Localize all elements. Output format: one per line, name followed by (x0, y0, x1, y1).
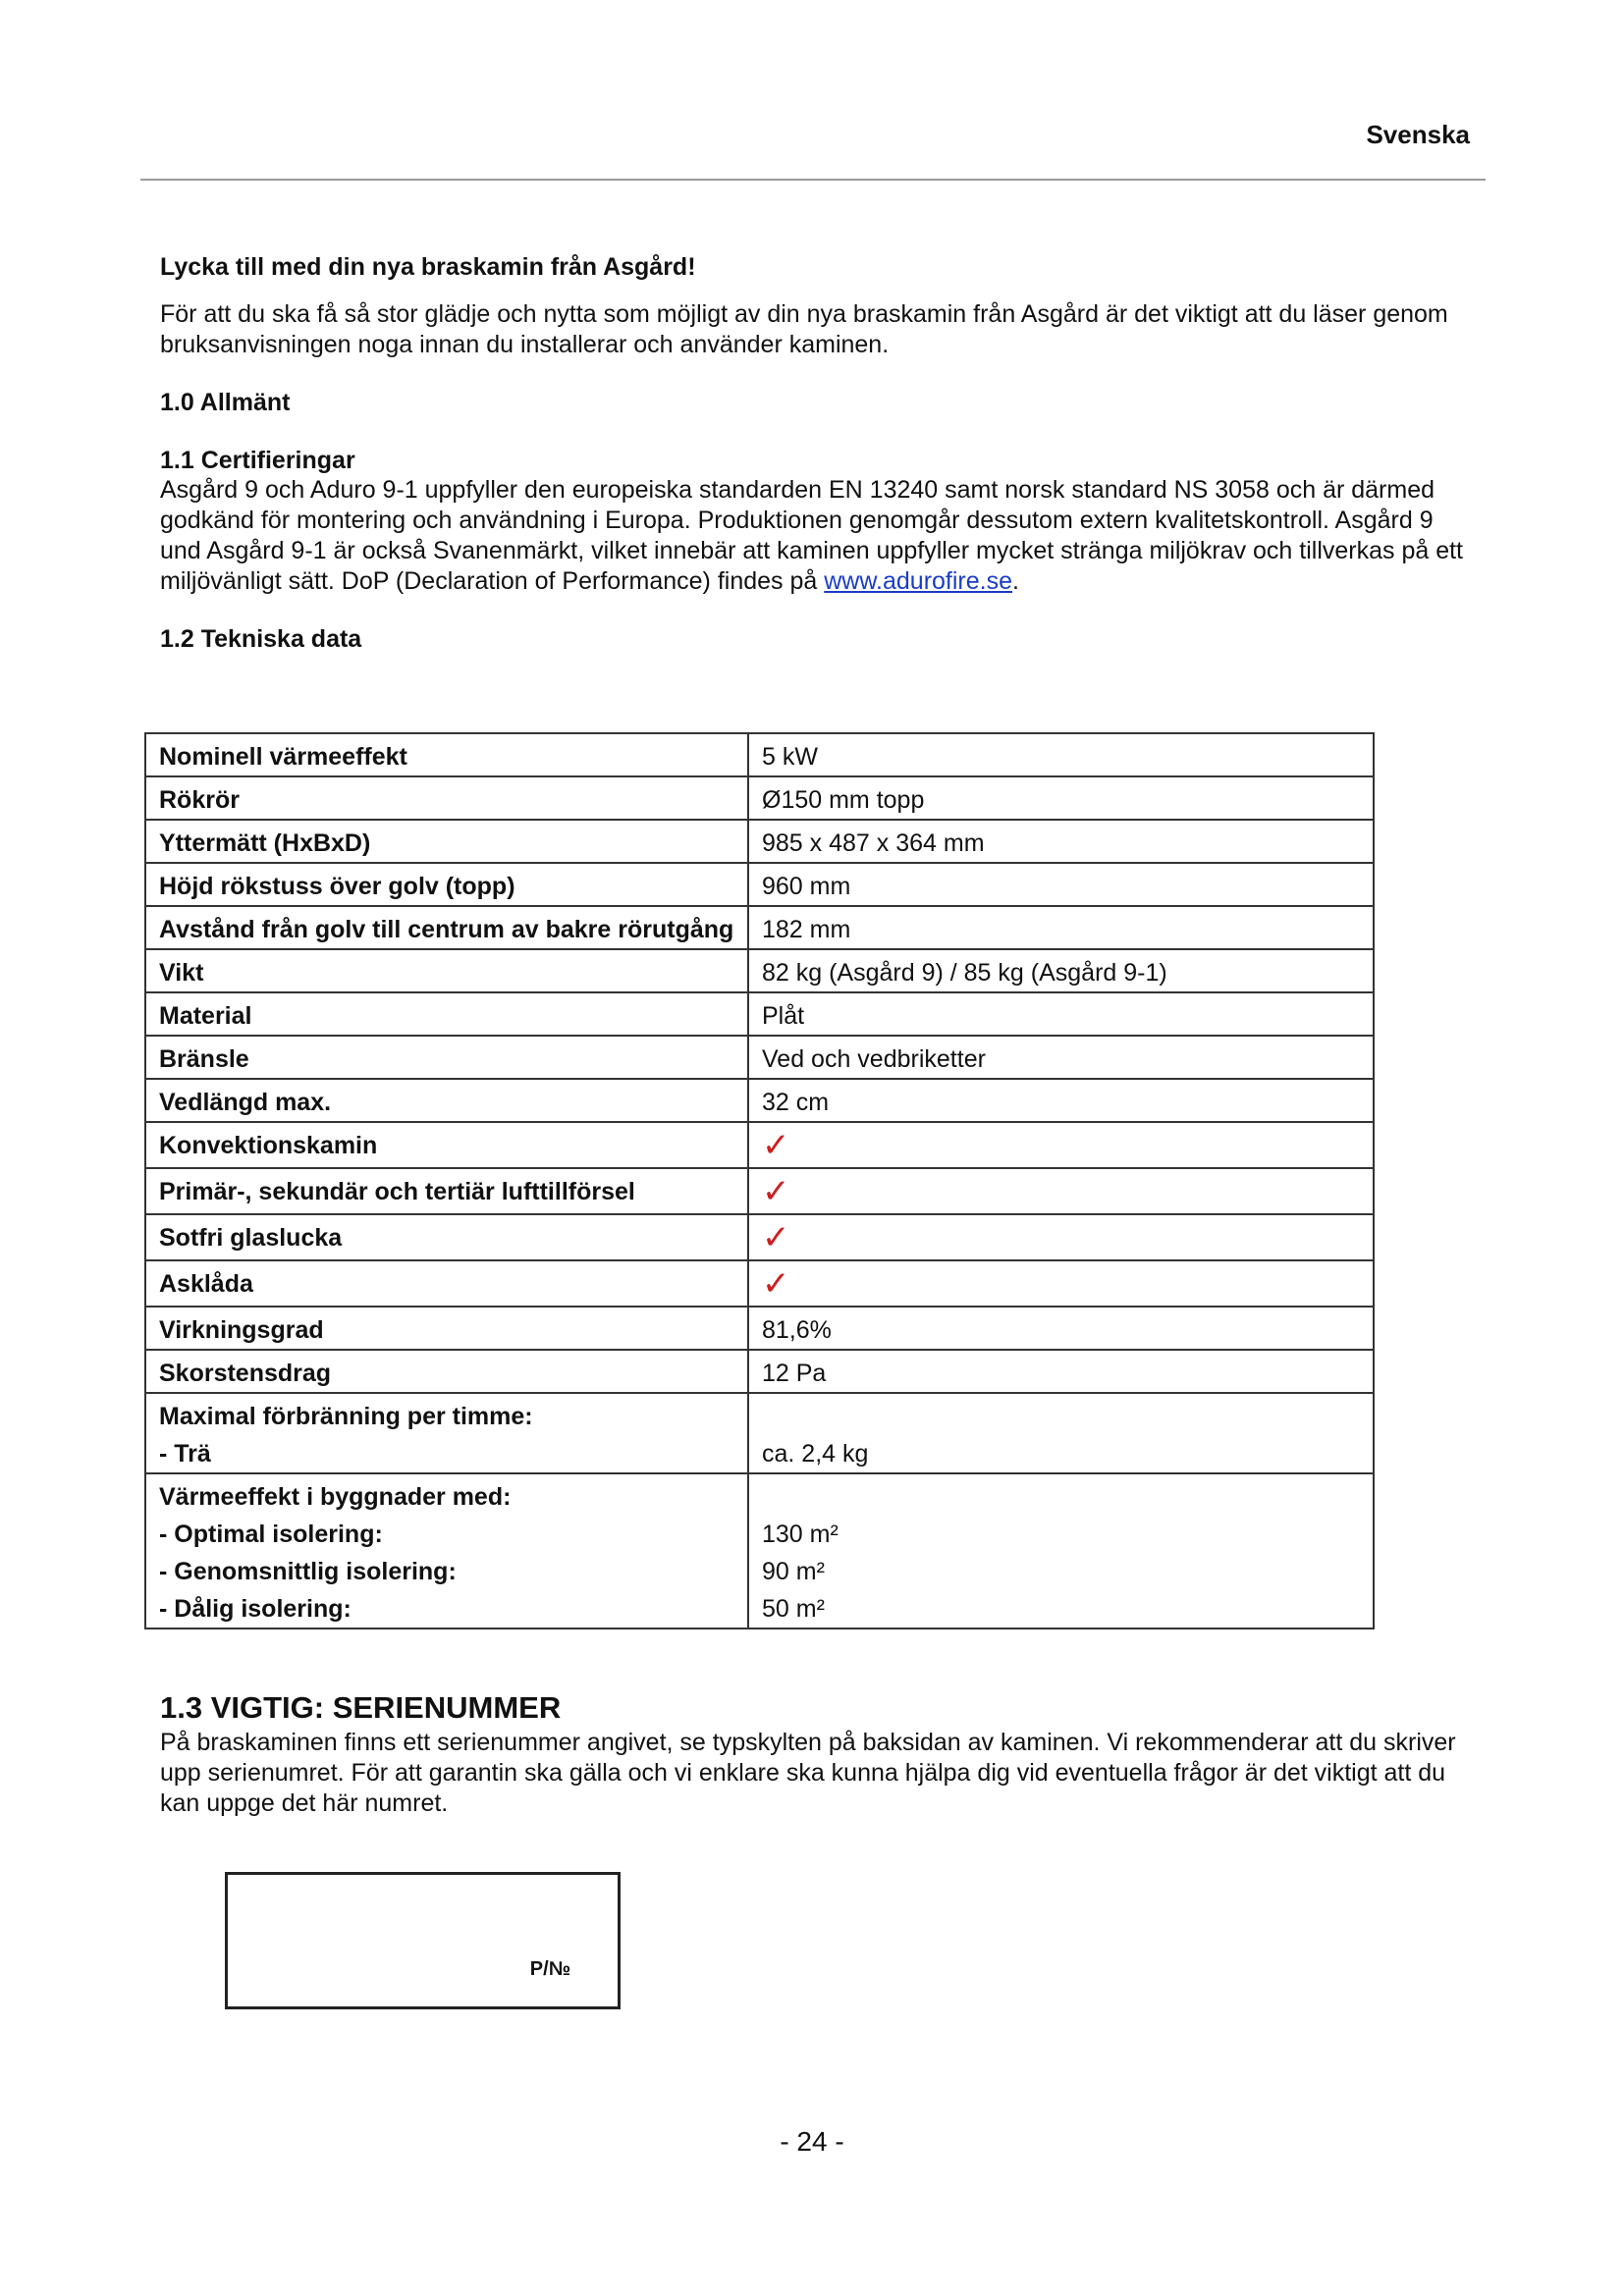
table-row (145, 1260, 1374, 1307)
technical-data-rows (145, 733, 1374, 1393)
main-content (160, 253, 1466, 654)
certification-text (160, 475, 1466, 597)
check-icon: ✓ (762, 1219, 790, 1256)
max-burn-cell (145, 1393, 748, 1473)
serial-number-text: På braskaminen finns ett serienummer angivet, se typskylten på baksidan av kaminen. Vi rekommenderar att du skriver upp serienumret. För att garantin ska gälla och vi enklare ska kunna hjälpa dig vid eventuella frågor är det viktigt att du kan uppge det här numret. (160, 1729, 1456, 1817)
table-row-value: 985 x 487 x 364 mm (748, 820, 1374, 863)
table-row-label: Rökrör (145, 776, 748, 820)
table-row (145, 863, 1374, 906)
table-row (145, 1168, 1374, 1214)
table-row (145, 1036, 1374, 1079)
table-row-value: Plåt (748, 992, 1374, 1036)
table-row-label: Sotfri glaslucka (145, 1214, 748, 1260)
table-row (145, 1122, 1374, 1168)
max-burn-value-cell (748, 1393, 1374, 1473)
table-row-label: Nominell värmeeffekt (145, 733, 748, 776)
page-number: - 24 - (780, 2126, 844, 2157)
check-icon: ✓ (762, 1173, 790, 1210)
table-row-value: 5 kW (748, 733, 1374, 776)
table-row-label: Yttermätt (HxBxD) (145, 820, 748, 863)
table-row (145, 1079, 1374, 1122)
section-1-1-heading: 1.1 Certifieringar (160, 447, 355, 474)
max-burn-label: Maximal förbränning per timme: (159, 1403, 533, 1430)
section-1-3-heading: 1.3 VIGTIG: SERIENUMMER (160, 1690, 562, 1725)
table-row (145, 1350, 1374, 1393)
certification-body: Asgård 9 och Aduro 9-1 uppfyller den europeiska standarden EN 13240 samt norsk standard NS 3058 och är därmed godkänd för montering och användning i Europa. Produktionen genomgår dessutom extern kvalitetskontroll. Asgård 9 und Asgård 9-1 är också Svanenmärkt, vilket innebär att kaminen uppfyller mycket stränga miljökrav och tillverkas på ett miljövänligt sätt. DoP (Declaration of Performance) findes på (160, 476, 1464, 595)
table-row-label: Material (145, 992, 748, 1036)
heat-optimal-label: - Optimal isolering: (159, 1521, 383, 1548)
table-row-label: Vikt (145, 949, 748, 992)
intro-text: För att du ska få så stor glädje och nytta som möjligt av din nya braskamin från Asgård är det viktigt att du läser genom bruksanvisningen noga innan du installerar och använder kaminen. (160, 300, 1448, 358)
table-row-check (748, 1122, 1374, 1168)
table-row (145, 1393, 1374, 1473)
table-row (145, 992, 1374, 1036)
table-row-check (748, 1214, 1374, 1260)
heat-average-label: - Genomsnittlig isolering: (159, 1558, 457, 1585)
table-row-label: Höjd rökstuss över golv (topp) (145, 863, 748, 906)
heat-output-value-cell (748, 1473, 1374, 1629)
table-row (145, 1214, 1374, 1260)
table-row (145, 733, 1374, 776)
table-row-value: 81,6% (748, 1307, 1374, 1350)
table-row-check (748, 1168, 1374, 1214)
heat-average-value: 90 m² (762, 1558, 825, 1585)
heat-output-label: Värmeeffekt i byggnader med: (159, 1483, 512, 1511)
header-divider (140, 179, 1486, 181)
heat-poor-label: - Dålig isolering: (159, 1595, 352, 1623)
table-row (145, 949, 1374, 992)
table-row-value: 960 mm (748, 863, 1374, 906)
adurofire-link[interactable]: www.adurofire.se (824, 567, 1012, 595)
table-row-label: Konvektionskamin (145, 1122, 748, 1168)
intro-title: Lycka till med din nya braskamin från Asgård! (160, 253, 696, 281)
table-row (145, 820, 1374, 863)
table-row (145, 906, 1374, 949)
table-row-label: Vedlängd max. (145, 1079, 748, 1122)
section-1-0-heading: 1.0 Allmänt (160, 389, 291, 416)
max-burn-value: ca. 2,4 kg (762, 1440, 869, 1468)
section-1-2-heading: 1.2 Tekniska data (160, 625, 362, 653)
header-language: Svenska (1366, 120, 1470, 149)
heat-output-cell (145, 1473, 748, 1629)
table-row (145, 776, 1374, 820)
table-row-value: 32 cm (748, 1079, 1374, 1122)
table-row-value: 182 mm (748, 906, 1374, 949)
heat-optimal-value: 130 m² (762, 1521, 839, 1548)
table-row-label: Skorstensdrag (145, 1350, 748, 1393)
certification-period: . (1012, 567, 1019, 595)
table-row-label: Primär-, sekundär och tertiär lufttillförsel (145, 1168, 748, 1214)
max-burn-sub-label: - Trä (159, 1440, 211, 1468)
table-row-label: Virkningsgrad (145, 1307, 748, 1350)
table-row-value: Ved och vedbriketter (748, 1036, 1374, 1079)
serial-number-plate (225, 1872, 621, 2009)
heat-poor-value: 50 m² (762, 1595, 825, 1623)
technical-data-table (144, 732, 1375, 1629)
table-row (145, 1473, 1374, 1629)
table-row-label: Asklåda (145, 1260, 748, 1307)
plate-label: P/№ (529, 1958, 570, 1980)
table-row-label: Avstånd från golv till centrum av bakre rörutgång (145, 906, 748, 949)
table-row-value: Ø150 mm topp (748, 776, 1374, 820)
table-row (145, 1307, 1374, 1350)
table-row-value: 82 kg (Asgård 9) / 85 kg (Asgård 9-1) (748, 949, 1374, 992)
check-icon: ✓ (762, 1127, 790, 1164)
table-row-label: Bränsle (145, 1036, 748, 1079)
table-row-check (748, 1260, 1374, 1307)
check-icon: ✓ (762, 1265, 790, 1303)
table-row-value: 12 Pa (748, 1350, 1374, 1393)
